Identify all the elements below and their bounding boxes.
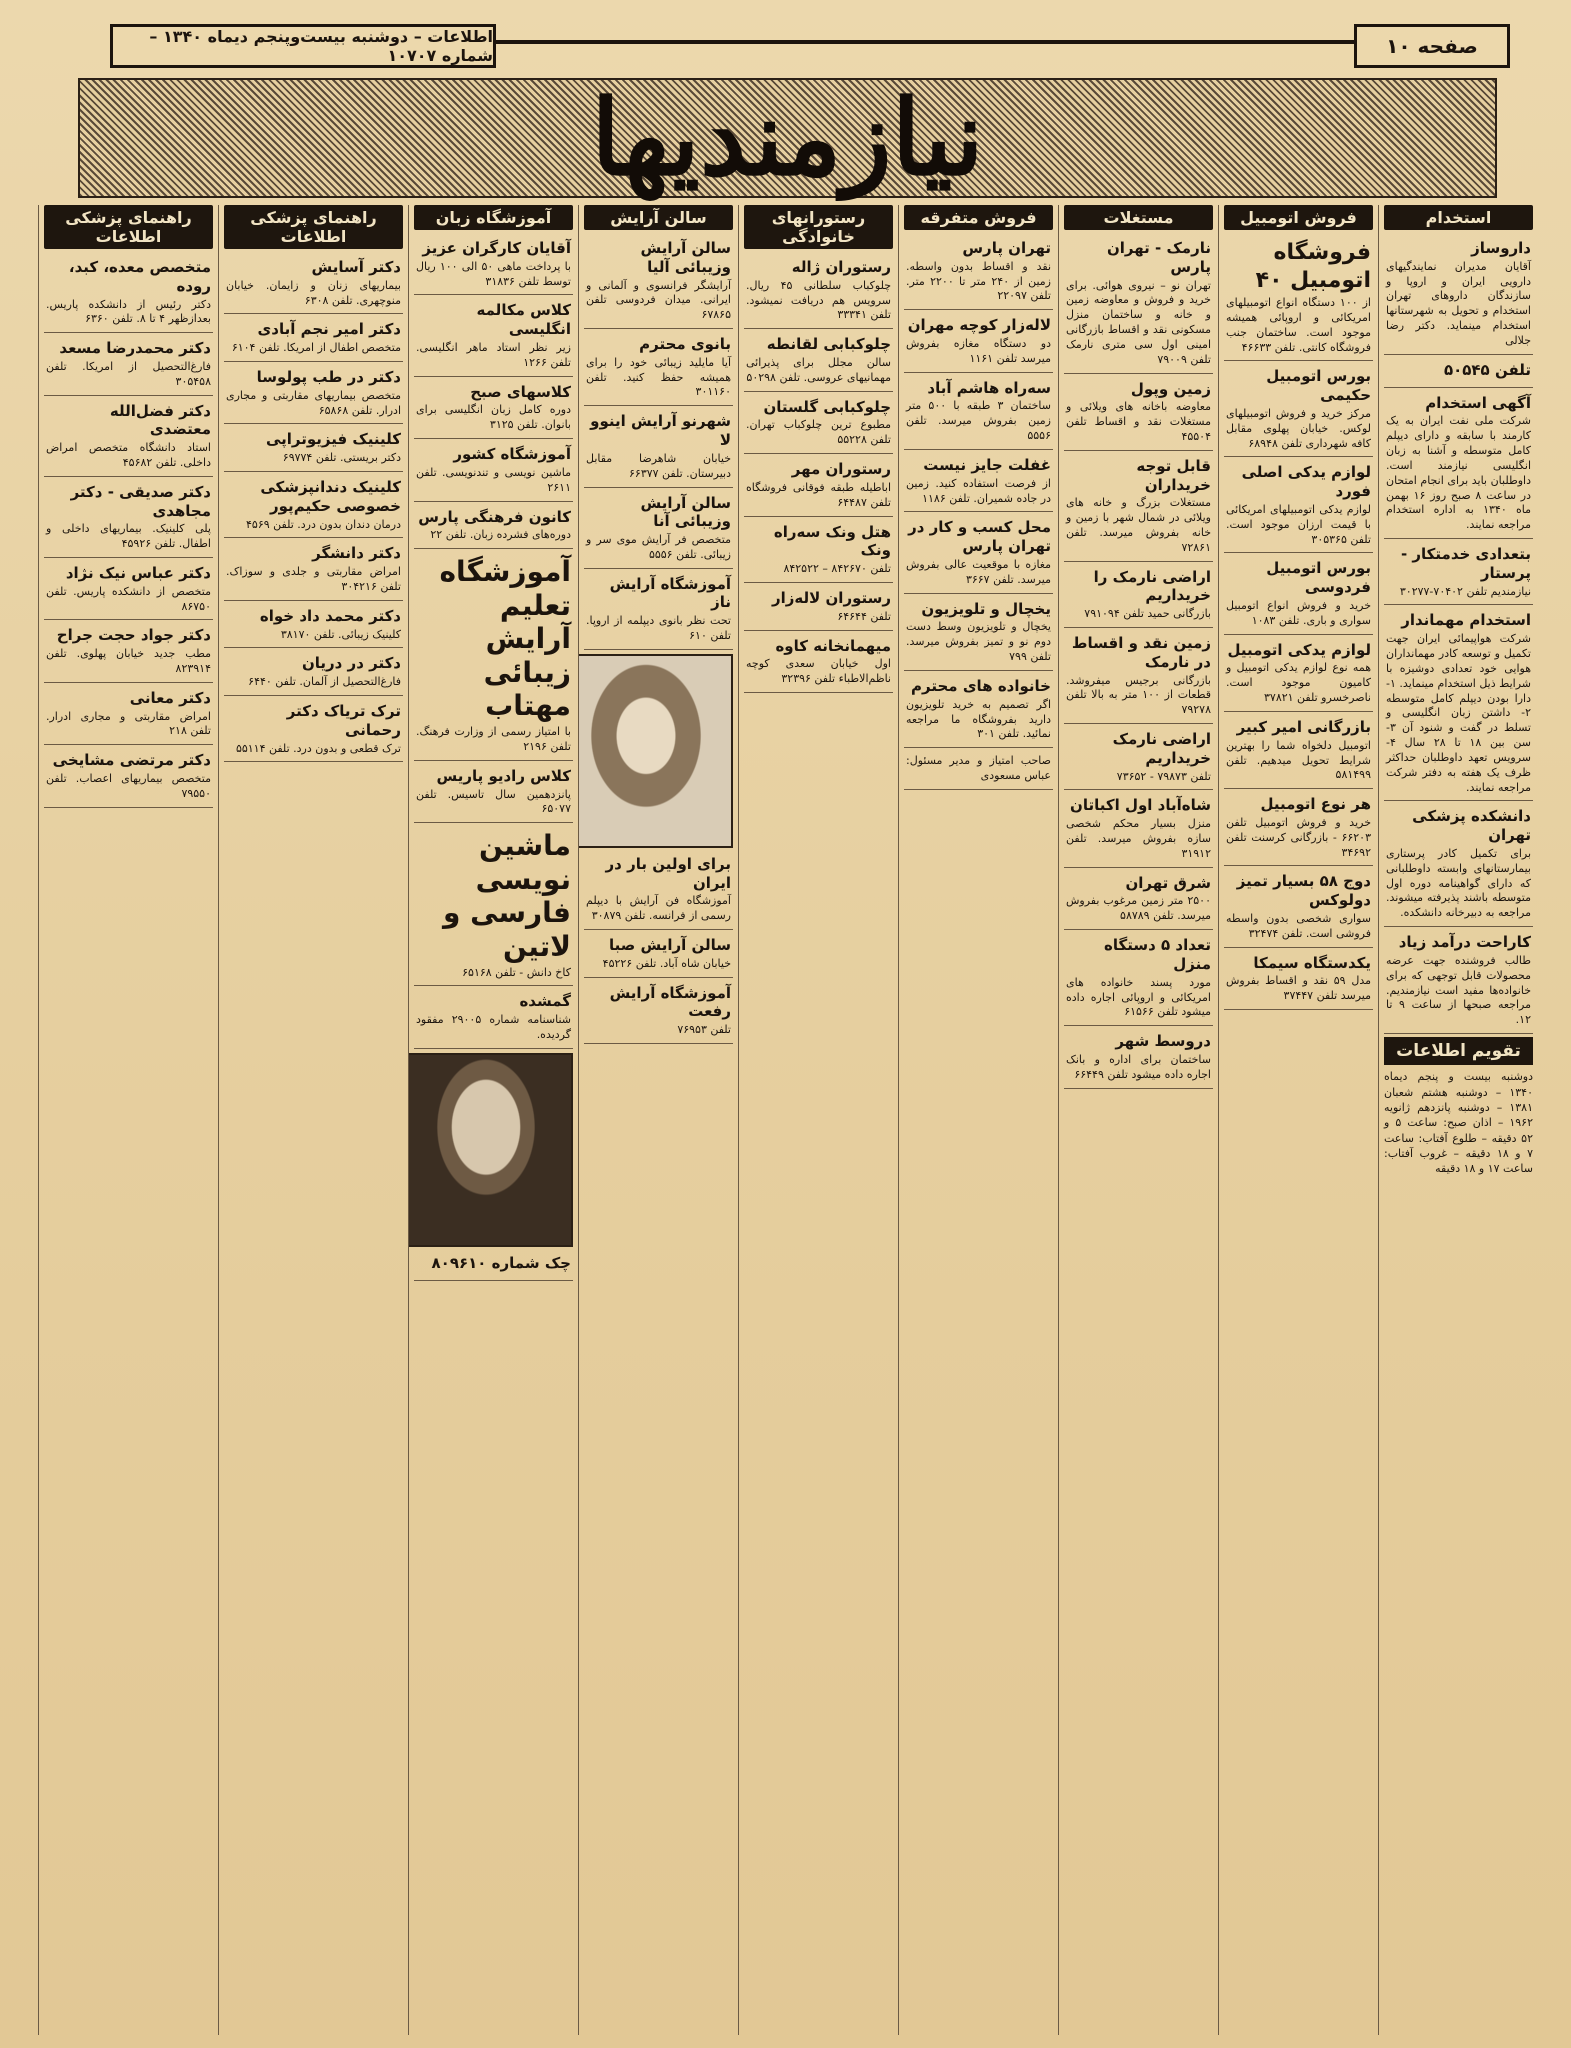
classified-ad	[744, 457, 893, 516]
ad-title: دکتر جواد حجت جراح	[56, 626, 211, 645]
ad-text: مدل ۵۹ نقد و اقساط بفروش میرسد تلفن ۳۷۴۴۷	[1226, 974, 1371, 1003]
classified-ad	[414, 380, 573, 439]
ad-title: دکتر محمد داد خواه	[259, 606, 401, 625]
ad-title: سالن آرایش صبا	[609, 936, 731, 955]
ad-text: خیابان شاه آباد. تلفن ۴۵۲۲۶	[602, 956, 731, 970]
classified-ad	[224, 541, 403, 600]
ad-title: نارمک - تهران پارس	[1106, 239, 1211, 276]
ad-text: متخصص اطفال از امریکا. تلفن ۶۱۰۴	[231, 341, 401, 355]
ad-title: یخچال و تلویزیون	[921, 599, 1051, 618]
ad-title: بتعدادی خدمتکار - پرستار	[1400, 545, 1531, 582]
ad-text: بیماریهای زنان و زایمان. خیابان منوچهری. تلفن ۶۳۰۸	[226, 278, 401, 307]
classified-ad	[44, 480, 213, 558]
ad-text: کاخ دانش - تلفن ۶۵۱۶۸	[462, 965, 571, 979]
classified-ad	[1064, 236, 1213, 374]
ad-title: کلینیک دندانپزشکی خصوصی حکیم‌پور	[260, 478, 401, 515]
ad-text: از ۱۰۰ دستگاه انواع اتومبیلهای امریکائی و اروپائی همیشه موجود است. ساختمان جنب فروشگاه کانتی. تلفن ۴۶۶۳۳	[1226, 296, 1371, 354]
masthead-title: نیازمندیها	[591, 76, 984, 199]
ad-title: دکتر آسایش	[311, 258, 401, 276]
ad-title: دروسط شهر	[1115, 1032, 1211, 1051]
responsible-line	[904, 751, 1053, 790]
classified-ad	[1064, 1029, 1213, 1088]
ad-text: زیر نظر استاد ماهر انگلیسی. تلفن ۱۲۶۶	[416, 340, 571, 369]
ad-title: زمین وپول	[1130, 379, 1211, 398]
ad-title: چلوکبابی لقانطه	[766, 335, 891, 354]
classified-ad	[1064, 631, 1213, 724]
ad-text: دوره کامل زبان انگلیسی برای بانوان. تلفن ۳۱۲۵	[416, 403, 571, 432]
classified-ad	[584, 491, 733, 569]
ad-title: قابل توجه خریداران	[1136, 456, 1211, 494]
ad-text: چلوکباب سلطانی ۴۵ ریال. سرویس هم دریافت نمیشود. تلفن ۳۳۳۴۱	[746, 278, 892, 322]
column-heading: آموزشگاه زبان	[414, 205, 573, 230]
classified-ad	[904, 597, 1053, 671]
ad-text: منزل بسیار محکم شخصی سازه بفروش میرسد. تلفن ۳۱۹۱۲	[1066, 817, 1211, 860]
portrait-photo	[578, 654, 733, 848]
ad-text: ساختمان برای اداره و بانک اجاره داده میشود تلفن ۶۶۴۴۹	[1066, 1052, 1211, 1081]
ad-title: تهران پارس	[962, 239, 1051, 257]
classified-ad	[904, 376, 1053, 450]
ad-column	[408, 205, 578, 2035]
ad-text: دو دستگاه مغازه بفروش میرسد تلفن ۱۱۶۱	[906, 337, 1051, 365]
ad-text: مطب جدید خیابان پهلوی. تلفن ۸۲۳۹۱۴	[46, 647, 211, 676]
issue-line: اطلاعات – دوشنبه بیست‌وپنجم دیماه ۱۳۴۰ – شماره ۱۰۷۰۷	[110, 24, 496, 68]
ad-text: با پرداخت ماهی ۵۰ الی ۱۰۰ ریال توسط تلفن ۳۱۸۳۶	[416, 259, 571, 288]
classified-ad	[744, 332, 893, 391]
ad-title: آموزشگاه کشور	[453, 445, 571, 464]
classified-ad	[1384, 358, 1533, 388]
classified-ad	[744, 520, 893, 583]
ad-text: تلفن ۸۴۲۶۷۰ – ۸۴۲۵۲۲	[783, 562, 891, 576]
ad-title: دکتر معانی	[129, 688, 211, 707]
column-heading: راهنمای پزشکی اطلاعات	[224, 205, 403, 249]
classified-ad	[414, 236, 573, 295]
ad-title: محل کسب و کار در تهران پارس	[908, 518, 1051, 556]
classified-ad	[414, 552, 573, 761]
ad-title: دکتر امیر نجم آبادی	[257, 320, 401, 339]
classified-ad	[224, 255, 403, 314]
ad-title: آموزشگاه آرایش رفعت	[609, 983, 731, 1021]
classified-ad	[1224, 236, 1373, 361]
classified-ad	[224, 651, 403, 696]
classified-ad	[1224, 460, 1373, 553]
ad-column	[1218, 205, 1378, 2035]
classified-ad	[744, 634, 893, 693]
ad-title: سالن آرایش وزیبائی آنا	[640, 493, 731, 531]
ad-text: دوره‌های فشرده زبان. تلفن ۲۲	[430, 528, 571, 542]
ad-text: امراض مقاربتی و جلدی و سوزاک. تلفن ۳۰۴۲۱۶	[226, 565, 401, 593]
ad-text: فارغ‌التحصیل از آلمان. تلفن ۶۴۴۰	[248, 675, 401, 689]
ad-title: دکتر محمدرضا مسعد	[59, 339, 211, 358]
classified-ad	[224, 427, 403, 472]
ad-title: کلینیک فیزیوتراپی	[265, 430, 401, 449]
column-heading: فروش اتومبیل	[1224, 205, 1373, 230]
top-rule	[494, 40, 1356, 44]
ad-title: آقایان کارگران عزیز	[422, 239, 571, 257]
ad-text: متخصص بیماریهای مقاربتی و مجاری ادرار. تلفن ۶۵۸۶۸	[226, 388, 401, 417]
ad-text: مرکز خرید و فروش اتومبیلهای لوکس. خیابان پهلوی مقابل کافه شهرداری تلفن ۶۸۹۴۸	[1226, 406, 1371, 450]
ad-title: کلاس رادیو پاریس	[436, 766, 571, 785]
classified-ad	[1224, 869, 1373, 947]
ad-text: نقد و اقساط بدون واسطه. زمین از ۲۴۰ متر تا ۲۲۰۰ متر. تلفن ۲۲۰۹۷	[906, 259, 1051, 303]
ad-text: شرکت هواپیمائی ایران جهت تکمیل و توسعه کادر مهمانداران هوایی خود تعدادی دوشیزه با شرایط ذیل استخدام مینماید. ۱- دارا بودن دیپلم کامل متوسطه ۲- داشتن زبان انگلیسی و تسلط در گفت و شنود آن ۳- سن بین ۱۸ تا ۲۸ سال ۴- سرویس تعهد داوطلبان حداکثر ظرف یک هفته به دفتر شرکت مراجعه نمایند.	[1386, 632, 1531, 794]
ad-text: امراض مقاربتی و مجاری ادرار. تلفن ۲۱۸	[46, 709, 211, 738]
ad-title: اراضی نارمک خریداریم	[1112, 730, 1211, 767]
ad-column	[1378, 205, 1538, 2035]
classified-ad	[1224, 951, 1373, 1010]
ad-text: همه نوع لوازم یدکی اتومبیل و کامیون موجود است. ناصرخسرو تلفن ۳۷۸۲۱	[1226, 661, 1371, 705]
classified-ad	[744, 395, 893, 454]
ad-text: متخصص از دانشکده پاریس. تلفن ۸۶۷۵۰	[46, 584, 211, 613]
classified-ad	[44, 623, 213, 682]
ad-text: آیا مایلید زیبائی خود را برای همیشه حفظ کنید. تلفن ۳۰۱۱۶۰	[586, 355, 731, 399]
ad-title: متخصص معده، کبد، روده	[68, 258, 211, 295]
ad-title: شهرنو آرایش اینوو لا	[590, 412, 731, 450]
ad-title: آموزشگاه تعلیم آرایش زیبائی مهتاب	[439, 555, 571, 723]
portrait-photo	[408, 1053, 573, 1247]
classified-ad	[584, 933, 733, 978]
ad-title: کاراحت درآمد زیاد	[1398, 933, 1531, 952]
classified-ad	[1384, 542, 1533, 605]
classified-ad	[584, 236, 733, 329]
classified-ad	[1384, 391, 1533, 540]
classified-ad	[1384, 804, 1533, 927]
classified-ad	[224, 604, 403, 649]
ad-title: رستوران لاله‌زار	[771, 588, 891, 607]
classified-ad	[414, 764, 573, 823]
column-heading: راهنمای پزشکی اطلاعات	[44, 205, 213, 249]
ad-text: دکتر رئیس از دانشکده پاریس. بعدازظهر ۴ تا ۸. تلفن ۶۳۶۰	[46, 297, 211, 326]
ad-column	[38, 205, 218, 2035]
ad-title: دکتر مرتضی مشایخی	[52, 751, 211, 770]
ad-title: یکدستگاه سیمکا	[1253, 953, 1371, 972]
page-number: صفحه ۱۰	[1354, 24, 1510, 68]
ad-text: برای تکمیل کادر پرستاری بیمارستانهای وابسته داوطلبانی که دارای گواهینامه دوره اول متوسطه باشند پذیرفته میشوند. مراجعه به دبیرخانه دانشکده.	[1386, 846, 1531, 920]
classified-ad	[44, 336, 213, 395]
classified-ad	[44, 255, 213, 333]
ad-text: استاد دانشگاه متخصص امراض داخلی. تلفن ۴۵۶۸۲	[46, 441, 211, 469]
ad-title: چلوکبابی گلستان	[763, 397, 891, 416]
classified-ad	[1064, 793, 1213, 867]
column-heading: رستورانهای خانوادگی	[744, 205, 893, 249]
classified-ad	[414, 989, 573, 1048]
ad-title: بورس اتومبیل فردوسی	[1266, 559, 1371, 597]
classified-ad	[904, 313, 1053, 372]
ad-text: لوازم یدکی اتومبیلهای امریکائی با قیمت ارزان موجود است. تلفن ۳۰۵۳۶۵	[1226, 502, 1371, 546]
ad-column	[738, 205, 898, 2035]
ad-text: آقایان مدیران نمایندگیهای دارویی ایران و اروپا و سازندگان داروهای تهران استخدام و تحویل به شهرستانها استخدام مینماید. دکتر رضا جلالی	[1386, 259, 1531, 347]
ad-text: اباطیله طبقه فوقانی فروشگاه تلفن ۶۴۴۸۷	[746, 480, 891, 509]
column-heading: مستغلات	[1064, 205, 1213, 230]
ad-text: مطبوع ترین چلوکباب تهران. تلفن ۵۵۲۲۸	[746, 418, 891, 447]
ad-title: سالن آرایش وزیبائی آلیا	[640, 239, 731, 276]
ad-text: مغازه با موقعیت عالی بفروش میرسد. تلفن ۳۶۶۷	[906, 557, 1051, 586]
masthead	[78, 78, 1497, 198]
classified-ad	[224, 475, 403, 538]
classified-ad	[224, 699, 403, 762]
calendar-text: دوشنبه بیست و پنجم دیماه ۱۳۴۰ – دوشنبه هشتم شعبان ۱۳۸۱ – دوشنبه پانزدهم ژانویه ۱۹۶۲ – اذان صبح: ساعت ۵ و ۵۲ دقیقه – طلوع آفتاب: ساعت ۷ و ۱۸ دقیقه – غروب آفتاب: ساعت ۱۷ و ۱۸ دقیقه	[1384, 1070, 1533, 1176]
ad-title: آگهی استخدام	[1425, 393, 1531, 412]
ad-text: کلینیک زیبائی. تلفن ۳۸۱۷۰	[280, 627, 401, 641]
ad-title: رستوران ژاله	[791, 258, 891, 276]
classified-ad	[414, 298, 573, 376]
ad-title: میهمانخانه کاوه	[775, 636, 891, 655]
classified-ad	[224, 365, 403, 424]
ad-columns	[38, 205, 1538, 2035]
ad-text: ساختمان ۳ طبقه با ۵۰۰ متر زمین بفروش میرسد. تلفن ۵۵۵۶	[906, 399, 1051, 443]
ad-title: برای اولین بار در ایران	[605, 854, 731, 892]
ad-title: دکتر فضل‌الله معتضدی	[109, 401, 211, 439]
classified-ad	[44, 686, 213, 745]
ad-text: سالن مجلل برای پذیرائی مهمانیهای عروسی. تلفن ۵۰۲۹۸	[746, 356, 891, 384]
ad-title: تعداد ۵ دستگاه منزل	[1104, 936, 1211, 973]
ad-title: شاه‌آباد اول اکباتان	[1070, 796, 1211, 815]
classified-ad	[744, 255, 893, 329]
ad-title: بورس اتومبیل حکیمی	[1266, 367, 1371, 405]
classified-ad	[584, 332, 733, 406]
ad-title: دکتر دانشگر	[312, 544, 401, 563]
ad-title: لوازم یدکی اصلی فورد	[1241, 463, 1371, 501]
classified-ad	[1064, 933, 1213, 1026]
ad-title: کانون فرهنگی پارس	[418, 507, 571, 526]
ad-text: خرید و فروش انواع اتومبیل سواری و باری. تلفن ۱۰۸۳	[1226, 598, 1371, 627]
ad-title: دانشکده پزشکی تهران	[1412, 807, 1531, 845]
classified-ad	[1064, 727, 1213, 790]
ad-text: طالب فروشنده جهت عرضه محصولات قابل توجهی که برای خانواده‌ها مفید است نیازمندیم. مراجعه صبحها از ساعت ۹ تا ۱۲.	[1386, 953, 1531, 1027]
ad-text: شرکت ملی نفت ایران به یک کارمند با سابقه و دارای دیپلم کامل متوسطه و آشنا به زبان انگلیسی نیازمند است. داوطلبان باید برای انجام امتحان در ساعت ۸ صبح روز ۱۶ بهمن ماه ۱۳۴۰ به اداره استخدام مراجعه نمایند.	[1386, 414, 1531, 532]
ad-title: فروشگاه اتومبیل ۴۰	[1255, 240, 1371, 293]
ad-title: ترک تریاک دکتر رحمانی	[286, 702, 401, 739]
ad-title: ماشین نویسی فارسی و لاتین	[443, 829, 571, 963]
ad-title: بازرگانی امیر کبیر	[1236, 717, 1371, 736]
ad-title: بانوی محترم	[639, 335, 731, 354]
ad-title: هر نوع اتومبیل	[1260, 795, 1371, 814]
column-heading: سالن آرایش	[584, 205, 733, 230]
ad-text: یخچال و تلویزیون وسط دست دوم نو و تمیز بفروش میرسد. تلفن ۷۹۹	[906, 620, 1051, 664]
ad-text: فارغ‌التحصیل از امریکا. تلفن ۳۰۵۴۵۸	[46, 359, 211, 388]
ad-text: با امتیاز رسمی از وزارت فرهنگ. تلفن ۲۱۹۶	[416, 725, 571, 753]
classified-ad	[904, 674, 1053, 748]
ad-text: دکتر بریستی. تلفن ۶۹۷۷۴	[282, 451, 401, 465]
ad-text: متخصص فر آرایش موی سر و زیبائی. تلفن ۵۵۵۶	[586, 533, 731, 561]
ad-text: پانزدهمین سال تاسیس. تلفن ۶۵۰۷۷	[416, 787, 571, 816]
ad-text: معاوضه باخانه های ویلائی و مستغلات نقد و اقساط تلفن ۴۵۵۰۴	[1066, 400, 1211, 443]
ad-title: آموزشگاه آرایش ناز	[609, 574, 731, 612]
ad-column	[898, 205, 1058, 2035]
ad-text: اتومبیل دلخواه شما را بهترین شرایط تحویل میدهیم. تلفن ۵۸۱۴۹۹	[1226, 738, 1371, 782]
classified-ad	[1224, 792, 1373, 866]
classified-ad	[1224, 364, 1373, 457]
ad-title: کلاسهای صبح	[470, 382, 571, 401]
ad-text: ماشین نویسی و تندنویسی. تلفن ۲۶۱۱	[416, 465, 571, 494]
ad-text: ترک قطعی و بدون درد. تلفن ۵۵۱۱۴	[235, 741, 401, 755]
calendar-heading: تقویم اطلاعات	[1384, 1037, 1533, 1065]
classified-ad	[224, 317, 403, 362]
classified-ad	[414, 442, 573, 501]
ad-title: دکتر در طب پولوسا	[256, 368, 401, 387]
ad-text: مورد پسند خانواده های امریکائی و اروپائی اجاره داده میشود تلفن ۶۱۵۶۶	[1066, 975, 1211, 1019]
ad-text: بازرگانی برجیس میفروشد. قطعات از ۱۰۰ متر به بالا تلفن ۷۹۲۷۸	[1066, 673, 1211, 717]
top-bar	[110, 24, 1510, 64]
classified-ad	[1064, 377, 1213, 451]
ad-title: رستوران مهر	[791, 460, 891, 479]
ad-text: تلفن ۷۶۹۵۳	[677, 1023, 731, 1037]
ad-title: دکتر عباس نیک نژاد	[65, 564, 211, 582]
classified-ad	[1384, 608, 1533, 801]
check-number: چک شماره ۸۰۹۶۱۰	[431, 1253, 571, 1272]
ad-title: دوج ۵۸ بسیار تمیز دولوکس	[1236, 872, 1371, 910]
ad-title: استخدام مهماندار	[1401, 611, 1531, 630]
classified-ad	[44, 748, 213, 807]
ad-title: داروساز	[1471, 239, 1531, 257]
classified-ad	[1224, 715, 1373, 789]
ad-title: سه‌راه هاشم آباد	[927, 378, 1051, 397]
classified-ad	[44, 561, 213, 620]
classified-ad	[904, 515, 1053, 593]
ad-title: زمین نقد و اقساط در نارمک	[1071, 634, 1211, 671]
classified-ad	[1224, 556, 1373, 634]
ad-title: دکتر در دریان	[301, 654, 401, 673]
ad-text: اول خیابان سعدی کوچه ناظم‌الاطباء تلفن ۳۲۳۹۶	[746, 657, 891, 686]
ad-text: آرایشگر فرانسوی و آلمانی و ایرانی. میدان فردوسی تلفن ۶۷۸۶۵	[586, 278, 731, 322]
classified-ad	[904, 236, 1053, 310]
ad-text: ۲۵۰۰ متر زمین مرغوب بفروش میرسد. تلفن ۵۸۷۸۹	[1066, 894, 1211, 923]
ad-title: دکتر صدیقی - دکتر مجاهدی	[70, 482, 211, 520]
ad-title: لوازم یدکی اتومبیل	[1227, 640, 1371, 659]
ad-text: نیازمندیم تلفن ۷۰۴۰۲-۳۰۲۷۷	[1399, 584, 1531, 598]
ad-title: اراضی نارمک را خریداریم	[1093, 567, 1211, 605]
classified-ad	[904, 453, 1053, 512]
ad-column	[578, 205, 738, 2035]
ad-title: لاله‌زار کوچه مهران	[907, 316, 1051, 335]
classified-ad	[584, 981, 733, 1044]
classified-ad	[1064, 565, 1213, 628]
ad-text: بازرگانی حمید تلفن ۷۹۱۰۹۴	[1084, 607, 1211, 621]
check-notice	[414, 1251, 573, 1281]
responsible-text: صاحب امتیاز و مدیر مسئول: عباس مسعودی	[906, 754, 1051, 783]
classified-ad	[584, 852, 733, 930]
classified-ad	[414, 505, 573, 550]
ad-text: خرید و فروش اتومبیل تلفن ۶۶۲۰۳ - بازرگانی کرسنت تلفن ۳۴۶۹۲	[1226, 815, 1371, 859]
classified-ad	[414, 826, 573, 986]
ad-title: هتل ونک سه‌راه ونک	[773, 522, 891, 560]
ad-text: تلفن ۶۴۶۴۴	[837, 609, 891, 623]
column-heading: فروش متفرقه	[904, 205, 1053, 230]
classified-ad	[744, 586, 893, 631]
ad-text: شناسنامه شماره ۲۹۰۰۵ مفقود گردیده.	[416, 1013, 571, 1041]
ad-text: تهران نو – نیروی هوائی. برای خرید و فروش و معاوضه زمین و خانه و ساختمان منزل مسکونی نقد و اقساط بازرگانی امینی اول سی متری نارمک تلفن ۷۹۰۰۹	[1066, 278, 1211, 366]
ad-title: شرق تهران	[1125, 873, 1211, 892]
ad-title: غفلت جایز نیست	[923, 456, 1051, 474]
column-heading: استخدام	[1384, 205, 1533, 230]
ad-text: مستغلات بزرگ و خانه های ویلائی در شمال شهر با زمین و خانه بفروش میرسد. تلفن ۷۲۸۶۱	[1066, 496, 1211, 554]
ad-text: درمان دندان بدون درد. تلفن ۴۵۶۹	[246, 517, 401, 531]
classified-ad	[1064, 454, 1213, 562]
ad-title: تلفن ۵۰۵۴۵	[1443, 360, 1531, 379]
ad-title: کلاس مکالمه انگلیسی	[476, 301, 571, 339]
ad-text: تحت نظر بانوی دیپلمه از اروپا. تلفن ۶۱۰	[586, 614, 731, 643]
ad-title: گمشده	[519, 992, 571, 1011]
ad-column	[1058, 205, 1218, 2035]
classified-ad	[584, 572, 733, 650]
classified-ad	[1224, 638, 1373, 712]
ad-text: اگر تصمیم به خرید تلویزیون دارید بفروشگاه ما مراجعه نمائید. تلفن ۳۰۱	[906, 697, 1051, 741]
ad-text: سواری شخصی بدون واسطه فروشی است. تلفن ۳۲۴۷۴	[1226, 911, 1371, 940]
ad-title: خانواده های محترم	[911, 676, 1051, 695]
classified-ad	[1064, 871, 1213, 930]
ad-text: تلفن ۷۹۸۷۳ - ۷۳۶۵۲	[1116, 769, 1211, 783]
ad-text: آموزشگاه فن آرایش با دیپلم رسمی از فرانسه. تلفن ۳۰۸۷۹	[586, 894, 731, 923]
ad-text: خیابان شاهرضا مقابل دبیرستان. تلفن ۶۶۳۷۷	[586, 451, 731, 480]
ad-text: از فرصت استفاده کنید. زمین در جاده شمیران. تلفن ۱۱۸۶	[906, 476, 1051, 505]
ad-text: پلی کلینیک. بیماریهای داخلی و اطفال. تلفن ۴۵۹۲۶	[46, 522, 211, 551]
ad-text: متخصص بیماریهای اعصاب. تلفن ۷۹۵۵۰	[46, 772, 211, 800]
classified-ad	[1384, 236, 1533, 355]
classified-ad	[1384, 930, 1533, 1034]
ad-column	[218, 205, 408, 2035]
classified-ad	[44, 399, 213, 477]
classified-ad	[584, 409, 733, 487]
